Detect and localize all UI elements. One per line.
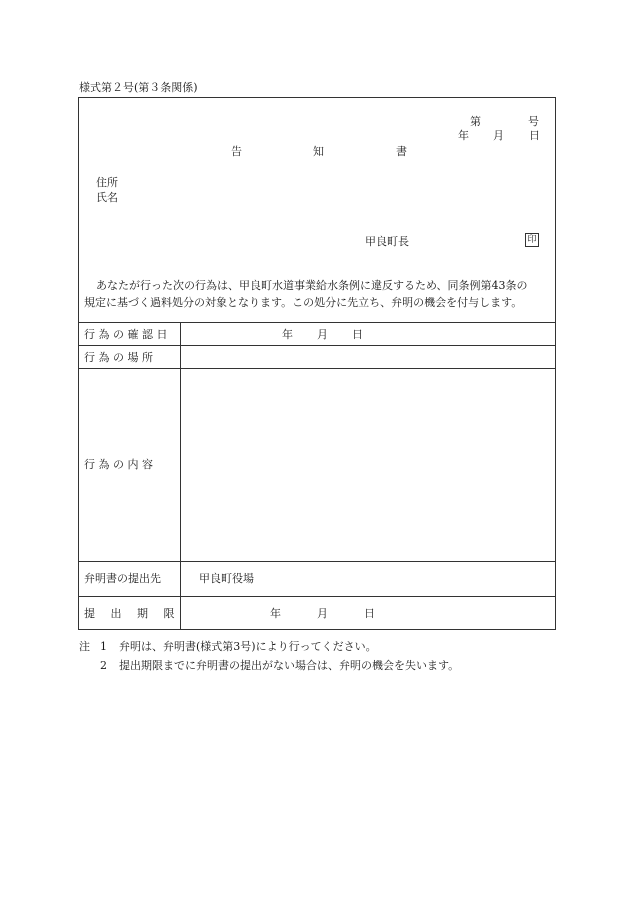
title-char-2: 知 (313, 145, 324, 158)
header-day: 日 (529, 129, 540, 142)
note-2-number: 2 (100, 659, 107, 672)
deadline-year: 年 (270, 607, 281, 620)
notes-prefix: 注 (79, 640, 90, 653)
number-go: 号 (528, 115, 539, 128)
number-dai: 第 (470, 115, 481, 128)
submit-to-value: 甲良町役場 (199, 572, 254, 585)
name-label: 氏名 (96, 191, 118, 204)
row-label-submit-to: 弁明書の提出先 (84, 572, 161, 585)
confirm-date-day: 日 (352, 328, 363, 341)
row-label-confirm-date: 行 為 の 確 認 日 (84, 328, 168, 341)
title-char-3: 書 (396, 145, 407, 158)
divider-row-3 (78, 561, 556, 562)
divider-row-1 (78, 345, 556, 346)
deadline-day: 日 (364, 607, 375, 620)
address-label: 住所 (96, 176, 118, 189)
form-id: 様式第２号(第３条関係) (79, 81, 198, 94)
seal-mark: 印 (525, 233, 539, 247)
issuer-name: 甲良町長 (365, 235, 409, 248)
notice-body-line-1: あなたが行った次の行為は、甲良町水道事業給水条例に違反するため、同条例第43条の (96, 279, 528, 292)
notice-body (84, 277, 552, 311)
row-label-place: 行 為 の 場 所 (84, 351, 153, 364)
divider-row-4 (78, 596, 556, 597)
note-2-text: 提出期限までに弁明書の提出がない場合は、弁明の機会を失います。 (119, 659, 460, 672)
header-year: 年 (458, 129, 469, 142)
row-label-deadline: 提 出 期 限 (84, 607, 181, 620)
label-column-divider (180, 322, 181, 630)
deadline-month: 月 (317, 607, 328, 620)
confirm-date-month: 月 (317, 328, 328, 341)
confirm-date-year: 年 (282, 328, 293, 341)
notice-body-line-2: 規定に基づく過料処分の対象となります。この処分に先立ち、弁明の機会を付与します。 (84, 296, 523, 309)
header-month: 月 (493, 129, 504, 142)
row-label-content: 行 為 の 内 容 (84, 458, 153, 471)
note-1-number: 1 (100, 640, 107, 653)
note-1-text: 弁明は、弁明書(様式第3号)により行ってください。 (119, 640, 377, 653)
title-char-1: 告 (231, 145, 242, 158)
divider-row-2 (78, 368, 556, 369)
divider-header-bottom (78, 322, 556, 323)
